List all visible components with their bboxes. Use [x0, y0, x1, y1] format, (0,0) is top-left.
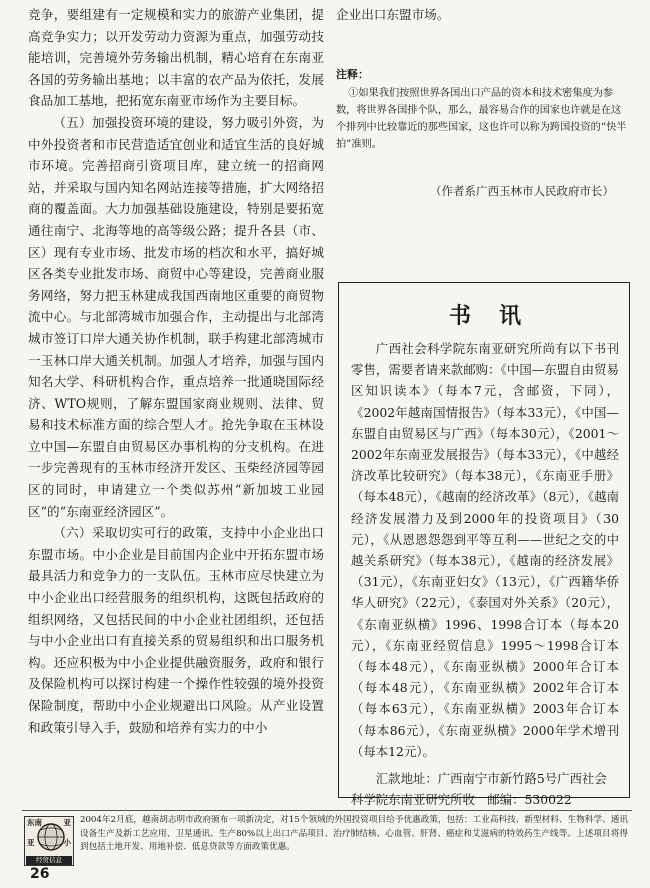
- logo-text-mid-left: 亚: [27, 838, 35, 847]
- logo-caption: 经贸信息: [26, 856, 72, 865]
- footer-divider: [22, 810, 632, 811]
- book-notice-address: 汇款地址：广西南宁市新竹路5号广西社会科学院东南亚研究所收 邮编：530022: [351, 771, 607, 808]
- notes-section: [336, 66, 628, 153]
- book-notice-body: 广西社会科学院东南亚研究所尚有以下书刊零售，需要者请来款邮购：《中国—东盟自由贸易区知识读本》（每本7元，含邮资，下同），《2002年越南国情报告》（每本33元），《中国—东盟自由贸易区与广西》（每本30元），《2001～2002年东南亚发展报告》（每本33元），《中越经济改革比较研究》（每本38元），《东南亚手册》（每本48元），《越南的经济改革》（8元），《越南经济发展潜力及到2000年的投资项目》（30元），《从恩恩怨怨到平等互利——世纪之交的中越关系研究》（每本38元），《越南的经济发展》（31元），《东南亚妇女》（13元），《广西籍华侨华人研究》（22元），《泰国对外关系》（20元），《东南亚纵横》1996、1998合订本（每本20元），《东南亚经贸信息》1995～1998合订本（每本48元），《东南亚纵横》2000年合订本（每本48元），《东南亚纵横》2002年合订本（每本63元），《东南亚纵横》2003年合订本（每本86元），《东南亚纵横》2000年学术增刊（每本12元）。: [351, 341, 619, 759]
- logo-text-mid-right: 小: [63, 838, 71, 847]
- book-notice-box: [338, 282, 630, 808]
- left-paragraph-2: （五）加强投资环境的建设，努力吸引外资，为中外投资者和市民营造适宜创业和适宜生活的良好城市环境。完善招商引资项目库，建立统一的招商网站，并采取与国内知名网站连接等措施，扩大网络招商的覆盖面。大力加强基础设施建设，特别是要拓宽通往南宁、北海等地的高等级公路；提升各县（市、区）现有专业市场、批发市场的档次和水平，搞好城区各类专业批发市场、商贸中心等建设，完善商业服务网络，努力把玉林建成我国西南地区重要的商贸物流中心。与北部湾城市加强合作，主动提出与北部湾城市签订口岸大通关协作机制，联手构建北部湾城市一玉林口岸大通关机制。加强人才培养，加强与国内知名大学、科研机构合作，重点培养一批通晓国际经济、WTO规则，了解东盟国家商业规则、法律、贸易和技术标准方面的综合型人才。抢先争取在玉林设立中国—东盟自由贸易区办事机构的分支机构。在进一步完善现有的玉林市经济开发区、玉柴经济园等园区的同时，申请建立一个类似苏州“新加坡工业园区”的“东南亚经济园区”。: [28, 114, 324, 519]
- note-item-1: ①如果我们按照世界各国出口产品的资本和技术密集度为参数，将世界各国排个队，那么，最容易合作的国家也许就是在这个排列中比较靠近的那些国家，这也许可以称为跨国投资的“快半拍”准则。: [336, 87, 627, 150]
- notes-title: 注释：: [336, 67, 369, 81]
- page-number: 26: [30, 866, 50, 882]
- footer-news-text: 2004年2月底，越南胡志明市政府颁布一项新决定，对15个领域的外国投资项目给予优惠政策，包括：工业高科技、新型材料、生物科学、通讯设备生产及新工艺应用、卫星通讯、生产80%以上出口产品项目、治疗肺结核、心血管、肝肾、癌症和艾滋病的特效药生产线等。上述项目将得到包括土地开发、用地补偿、低息贷款等方面政策优惠。: [80, 815, 628, 852]
- right-lead-text: 企业出口东盟市场。: [336, 7, 450, 22]
- book-notice-title: 书讯: [448, 304, 549, 329]
- left-paragraph-1: 竞争，要组建有一定规模和实力的旅游产业集团，提高竞争实力；以开发劳动力资源为重点，加强劳动技能培训，完善境外劳务输出机制，精心培育在东南亚各国的劳务输出基地；以丰富的农产品为依托，发展食品加工基地，把拓宽东南亚市场作为主要目标。: [28, 7, 324, 109]
- logo-text-top-right: 亚: [63, 818, 71, 827]
- left-paragraph-3: （六）采取切实可行的政策，支持中小企业出口东盟市场。中小企业是目前国内企业中开拓东盟市场最具活力和竞争力的一支队伍。玉林市应尽快建立为中小企业出口经营服务的组织机构，这既包括政府的组织网络，又包括民间的中小企业社团组织，还包括与中小企业出口有直接关系的贸易组织和出口服务机构。还应积极为中小企业提供融资服务，政府和银行及保险机构可以探讨构建一个操作性较强的境外投资保险制度，帮助中小企业规避出口风险。从产业设置和政策引导入手，鼓励和培养有实力的中小: [28, 525, 324, 735]
- logo-text-top-left: 东南: [27, 818, 42, 827]
- author-credit: （作者系广西玉林市人民政府市长）: [430, 183, 614, 198]
- right-column: [336, 4, 628, 199]
- left-column: [28, 4, 324, 738]
- column-logo: [24, 816, 74, 866]
